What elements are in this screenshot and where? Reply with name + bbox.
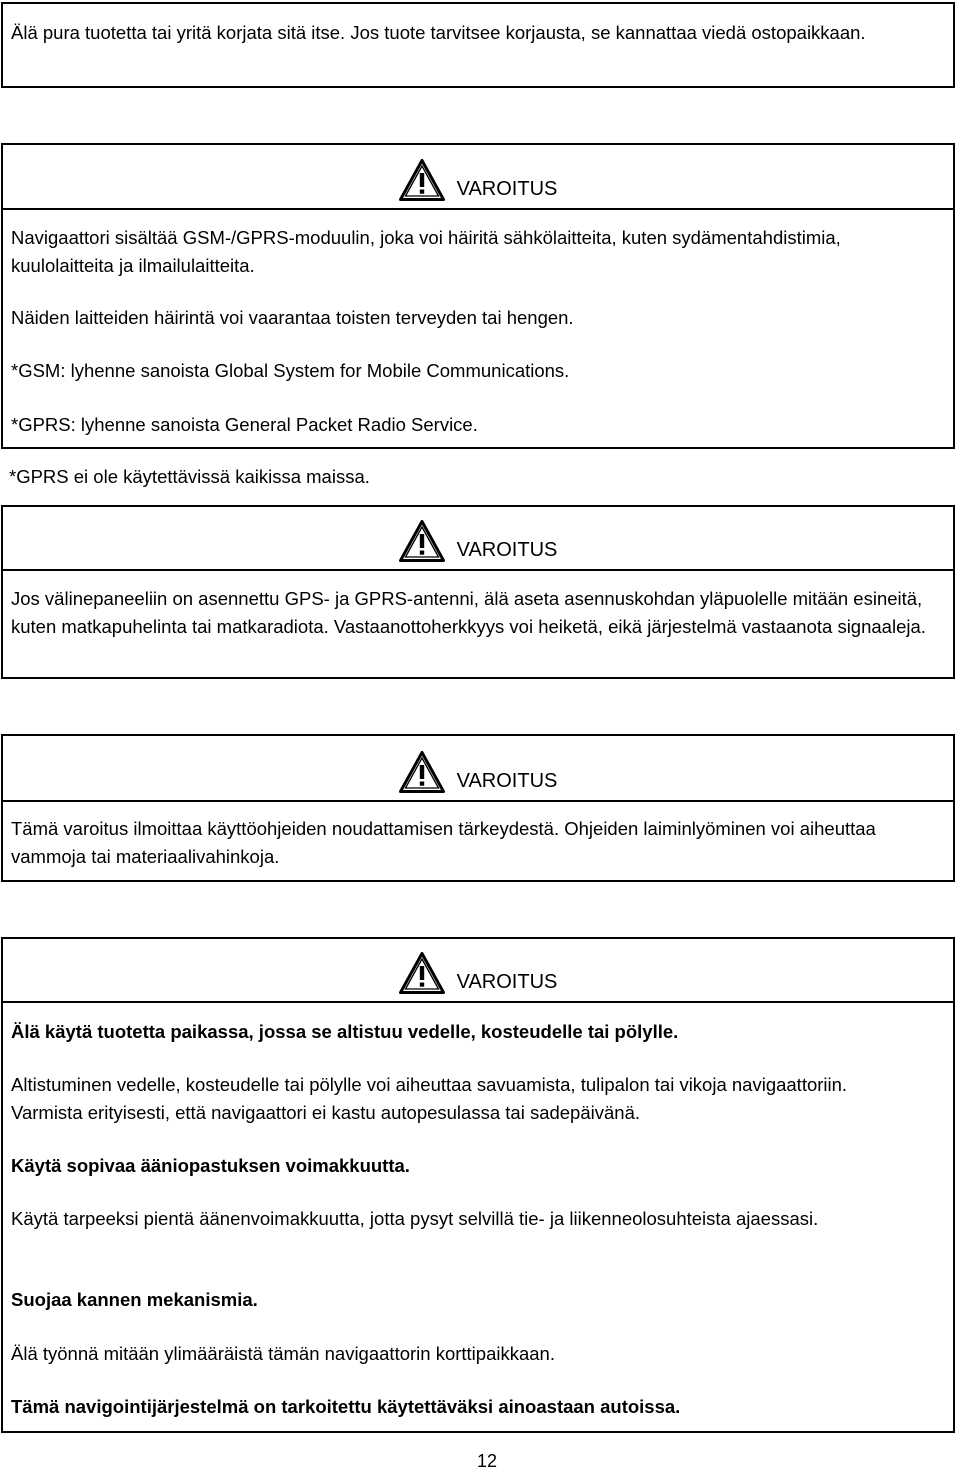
warning-heading: VAROITUS [456,770,558,792]
warning-subheading: Tämä navigointijärjestelmä on tarkoitettu käytettäväksi ainoastaan autoissa. [11,1396,681,1417]
warning-text: Altistuminen vedelle, kosteudelle tai pölylle voi aiheuttaa savuamista, tulipalon tai vikoja navigaattoriin. Varmista erityisesti, että navigaattori ei kastu autopesulassa tai sadepäivänä. [11,1074,848,1123]
warning-text: Älä työnnä mitään ylimääräistä tämän navigaattorin korttipaikkaan. [11,1343,555,1364]
warning-triangle-icon [399,751,445,793]
warning-heading: VAROITUS [456,971,558,993]
warning-header [3,736,953,802]
warning-triangle-icon [399,159,445,201]
warning-subheading: Käytä sopivaa ääniopastuksen voimakkuutta. [11,1155,410,1176]
intro-box [1,2,955,88]
gprs-availability-note: *GPRS ei ole käytettävissä kaikissa maissa. [9,466,370,487]
warning-box-usage [1,937,955,1433]
warning-box-antenna [1,505,955,679]
warning-text: Käytä tarpeeksi pientä äänenvoimakkuutta, jotta pysyt selvillä tie- ja liikenneolosuhteista ajaessasi. [11,1208,819,1229]
warning-text: Tämä varoitus ilmoittaa käyttöohjeiden noudattamisen tärkeydestä. Ohjeiden laiminlyöminen voi aiheuttaa vammoja tai materiaalivahinkoja. [11,818,876,867]
warning-text: Jos välinepaneeliin on asennettu GPS- ja GPRS-antenni, älä aseta asennuskohdan yläpuolelle mitään esineitä, kuten matkapuhelinta tai matkaradiota. Vastaanottoherkkyys voi heiketä, eikä järjestelmä vastaanota signaaleja. [11,588,926,637]
warning-text: *GSM: lyhenne sanoista Global System for Mobile Communications. [11,360,570,381]
warning-text: *GPRS: lyhenne sanoista General Packet Radio Service. [11,414,478,435]
warning-header [3,145,953,210]
warning-triangle-icon [399,952,445,994]
warning-triangle-icon [399,520,445,562]
warning-heading: VAROITUS [456,178,558,200]
warning-subheading: Älä käytä tuotetta paikassa, jossa se altistuu vedelle, kosteudelle tai pölylle. [11,1021,679,1042]
warning-text: Näiden laitteiden häirintä voi vaarantaa toisten terveyden tai hengen. [11,307,574,328]
warning-text: Navigaattori sisältää GSM-/GPRS-moduulin, joka voi häiritä sähkölaitteita, kuten sydämentahdistimia, kuulolaitteita ja ilmailulaitteita. [11,227,841,276]
warning-heading: VAROITUS [456,539,558,561]
warning-header [3,507,953,571]
warning-header [3,939,953,1003]
page-number: 12 [476,1451,498,1471]
warning-subheading: Suojaa kannen mekanismia. [11,1289,258,1310]
warning-box-gsm [1,143,955,449]
intro-text: Älä pura tuotetta tai yritä korjata sitä itse. Jos tuote tarvitsee korjausta, se kannattaa viedä ostopaikkaan. [11,22,866,43]
warning-box-instructions [1,734,955,882]
